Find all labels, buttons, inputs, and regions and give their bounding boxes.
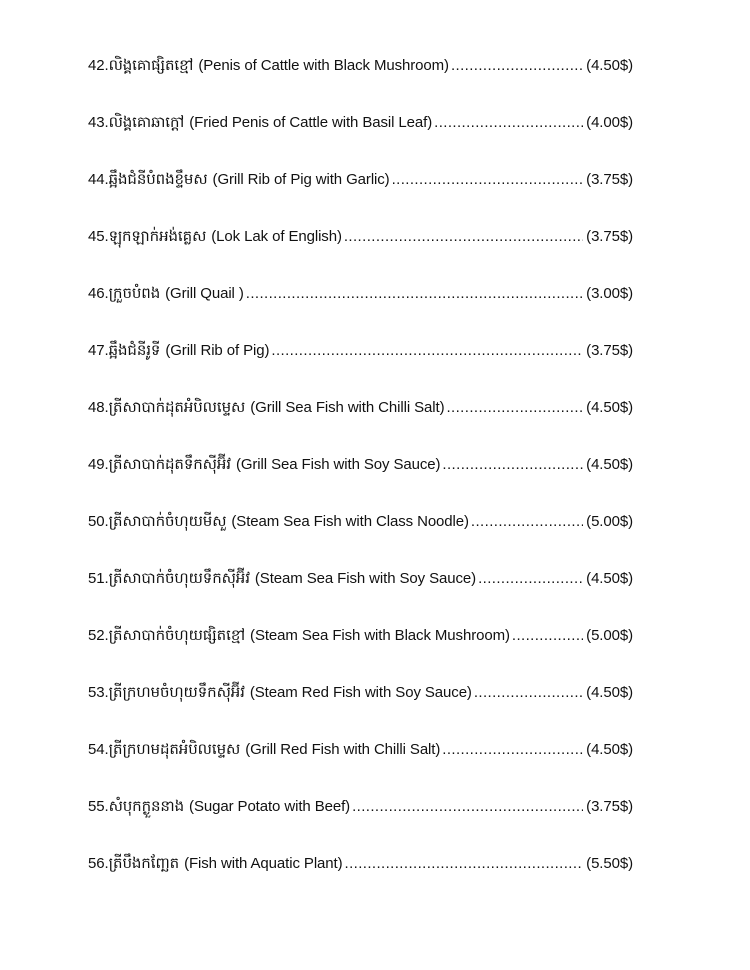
item-number: 48. [88, 399, 109, 416]
menu-item [88, 392, 633, 449]
item-number: 53. [88, 684, 109, 701]
item-price: (4.50$) [586, 741, 633, 758]
item-number: 43. [88, 114, 109, 131]
item-english-name: (Grill Sea Fish with Soy Sauce) [235, 456, 441, 473]
item-khmer-name: ឆ្អឹងជំនីរូទី [108, 341, 161, 359]
menu-item [88, 677, 633, 734]
item-english-name: (Lok Lak of English) [211, 228, 342, 245]
item-price: (3.75$) [586, 342, 633, 359]
menu-list [88, 50, 633, 905]
item-english-name: (Steam Sea Fish with Soy Sauce) [254, 570, 477, 587]
menu-item [88, 620, 633, 677]
item-khmer-name: ត្រីក្រហមចំហុយទឹកស៊ីអ៊ីវ [108, 683, 245, 701]
item-price: (3.75$) [586, 228, 633, 245]
dot-leader [442, 450, 583, 480]
dot-leader [442, 735, 583, 765]
menu-item [88, 563, 633, 620]
item-price: (3.75$) [586, 798, 633, 815]
item-khmer-name: ត្រីសាបាក់ដុតអំបិលម្ទេស [108, 398, 246, 416]
item-number: 45. [88, 228, 109, 245]
item-price: (5.00$) [586, 513, 633, 530]
item-khmer-name: ក្រួចបំពង [108, 284, 161, 302]
item-khmer-name: ត្រីក្រហមដុតអំបិលម្ទេស [108, 740, 241, 758]
menu-item [88, 506, 633, 563]
dot-leader [434, 108, 583, 138]
item-khmer-name: លិង្គគោផ្សិតខ្មៅ [108, 56, 194, 74]
item-khmer-name: ត្រីសាបាក់ចំហុយផ្សិតខ្មៅ [108, 626, 246, 644]
item-number: 54. [88, 741, 109, 758]
item-english-name: (Penis of Cattle with Black Mushroom) [198, 57, 449, 74]
item-english-name: (Steam Sea Fish with Black Mushroom) [250, 627, 510, 644]
item-english-name: (Grill Red Fish with Chilli Salt) [245, 741, 441, 758]
item-number: 55. [88, 798, 109, 815]
item-khmer-name: លិង្គគោឆាក្តៅ [108, 113, 185, 131]
item-english-name: (Sugar Potato with Beef) [189, 798, 351, 815]
menu-item [88, 335, 633, 392]
item-price: (3.00$) [586, 285, 633, 302]
item-khmer-name: សំបុកក្ងួននាង [108, 797, 185, 815]
menu-item [88, 791, 633, 848]
dot-leader [345, 849, 584, 879]
dot-leader [352, 792, 583, 822]
menu-item [88, 278, 633, 335]
item-price: (3.75$) [586, 171, 633, 188]
item-number: 47. [88, 342, 109, 359]
item-number: 44. [88, 171, 109, 188]
item-number: 56. [88, 855, 109, 872]
item-number: 51. [88, 570, 109, 587]
menu-item [88, 848, 633, 905]
item-english-name: (Grill Quail ) [165, 285, 244, 302]
menu-item [88, 221, 633, 278]
item-english-name: (Grill Rib of Pig with Garlic) [212, 171, 390, 188]
dot-leader [512, 621, 583, 651]
item-english-name: (Steam Red Fish with Soy Sauce) [249, 684, 472, 701]
dot-leader [478, 564, 583, 594]
item-number: 49. [88, 456, 109, 473]
menu-item [88, 107, 633, 164]
item-number: 50. [88, 513, 109, 530]
menu-item [88, 164, 633, 221]
menu-item [88, 50, 633, 107]
item-khmer-name: ត្រីសាបាក់ចំហុយទឹកស៊ីអ៊ីវ [108, 569, 250, 587]
item-khmer-name: ឡុកឡាក់អង់គ្លេស [108, 227, 207, 245]
item-khmer-name: ត្រីសាបាក់ដុតទឹកស៊ីអ៊ីវ [108, 455, 231, 473]
dot-leader [246, 279, 583, 309]
dot-leader [392, 165, 584, 195]
item-price: (4.50$) [586, 399, 633, 416]
item-price: (4.50$) [586, 684, 633, 701]
item-english-name: (Grill Rib of Pig) [165, 342, 270, 359]
item-khmer-name: ត្រីបឹងកញ្ឆែត [108, 854, 180, 872]
dot-leader [271, 336, 583, 366]
menu-item [88, 734, 633, 791]
item-price: (5.00$) [586, 627, 633, 644]
item-price: (4.50$) [586, 570, 633, 587]
item-price: (4.50$) [586, 456, 633, 473]
item-khmer-name: ឆ្អឹងជំនីបំពងខ្ទឹមស [108, 170, 208, 188]
item-khmer-name: ត្រីសាបាក់ចំហុយមីសួ [108, 512, 227, 530]
item-english-name: (Fried Penis of Cattle with Basil Leaf) [189, 114, 433, 131]
item-number: 46. [88, 285, 109, 302]
dot-leader [344, 222, 583, 252]
item-english-name: (Steam Sea Fish with Class Noodle) [231, 513, 469, 530]
item-price: (5.50$) [586, 855, 633, 872]
dot-leader [451, 51, 583, 81]
dot-leader [446, 393, 583, 423]
item-price: (4.00$) [586, 114, 633, 131]
menu-item [88, 449, 633, 506]
item-number: 52. [88, 627, 109, 644]
item-price: (4.50$) [586, 57, 633, 74]
dot-leader [474, 678, 583, 708]
item-english-name: (Grill Sea Fish with Chilli Salt) [250, 399, 445, 416]
item-english-name: (Fish with Aquatic Plant) [184, 855, 343, 872]
dot-leader [471, 507, 583, 537]
item-number: 42. [88, 57, 109, 74]
